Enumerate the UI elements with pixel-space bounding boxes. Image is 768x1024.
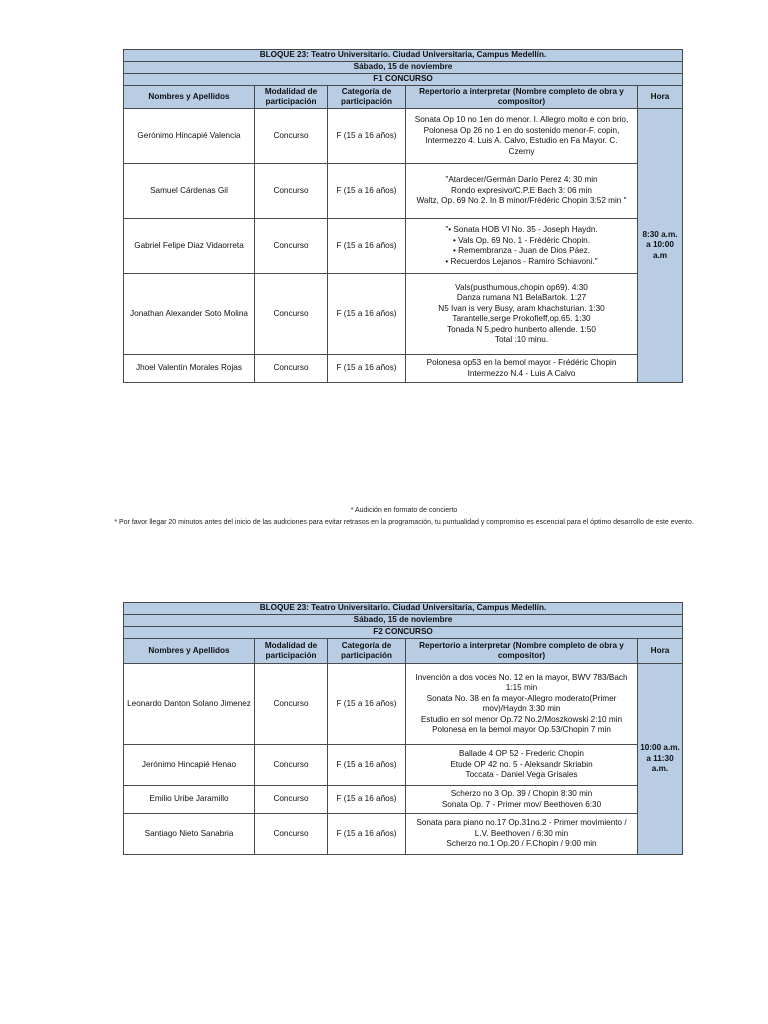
participant-category: F (15 a 16 años) (328, 109, 406, 164)
participant-modality: Concurso (255, 164, 328, 219)
repertoire-line: Sonata para piano no.17 Op.31no.2 - Primer movimiento / (416, 818, 627, 828)
repertoire-line: Ballade 4 OP 52 - Frederic Chopin (458, 749, 584, 759)
participant-modality: Concurso (255, 786, 328, 814)
footnote-concert: * Audición en formato de concierto (350, 507, 458, 514)
repertoire-line: Vals(pusthumous,chopin op69). 4:30 (455, 282, 588, 292)
block-title: BLOQUE 23: Teatro Universitario. Ciudad Universitaria, Campus Medellín. (124, 603, 683, 615)
participant-repertoire (406, 274, 638, 355)
repertoire-line: Rondo expresivo/C.P.E Bach 3: 06 min (451, 185, 592, 195)
header-repertoire: Repertorio a interpretar (Nombre completo de obra y compositor) (406, 639, 638, 664)
participant-category: F (15 a 16 años) (328, 745, 406, 786)
participant-modality: Concurso (255, 745, 328, 786)
hour-range: 8:30 a.m. a 10:00 a.m (638, 109, 683, 383)
repertoire-line: Sonata No. 38 en fa mayor-Allegro moderato(Primer (426, 693, 617, 703)
repertoire-line: Scherzo no.1 Op.20 / F.Chopin / 9:00 min (446, 839, 597, 849)
repertoire-line: • Remembranza - Juan de Dios Páez. (452, 246, 591, 255)
participant-name: Jhoel Valentín Morales Rojas (124, 355, 255, 383)
table-row (124, 109, 683, 164)
footnote-arrival: * Por favor llegar 20 minutos antes del inicio de las audiciones para evitar retrasos en la programación, tu puntualidad y compromiso es escencial para el óptimo desarrollo de este evento. (114, 519, 694, 526)
table-row (124, 786, 683, 814)
repertoire-line: Polonesa en la bemol mayor Op.53/Chopin 7 min (432, 725, 611, 734)
participant-name: Gabriel Felipe Diaz Vidaorreta (124, 219, 255, 274)
repertoire-line: Invención a dos voces No. 12 en la mayor, BWV 783/Bach (415, 672, 628, 682)
participant-modality: Concurso (255, 355, 328, 383)
header-name: Nombres y Apellidos (124, 86, 255, 109)
table-row (124, 814, 683, 855)
repertoire-line: Total :10 minu. (494, 335, 549, 344)
participant-category: F (15 a 16 años) (328, 355, 406, 383)
block-title: BLOQUE 23: Teatro Universitario. Ciudad Universitaria, Campus Medellín. (124, 50, 683, 62)
participant-name: Emilio Uribe Jaramillo (124, 786, 255, 814)
participant-repertoire (406, 814, 638, 855)
participant-repertoire (406, 786, 638, 814)
participant-category: F (15 a 16 años) (328, 786, 406, 814)
header-repertoire: Repertorio a interpretar (Nombre completo de obra y compositor) (406, 86, 638, 109)
participant-modality: Concurso (255, 814, 328, 855)
participant-repertoire (406, 745, 638, 786)
table-row (124, 355, 683, 383)
repertoire-line: Polonesa op53 en la bemol mayor - Frédéric Chopin (426, 358, 617, 367)
participant-category: F (15 a 16 años) (328, 274, 406, 355)
repertoire-line: "• Sonata HOB VI No. 35 - Joseph Haydn. (445, 225, 598, 234)
header-hour: Hora (638, 639, 683, 664)
repertoire-line: Intermezzo N.4 - Luis A Calvo (467, 368, 576, 378)
repertoire-line: Danza rumana N1 BelaBartok. 1:27 (456, 293, 587, 302)
header-name: Nombres y Apellidos (124, 639, 255, 664)
repertoire-line: Czerny (508, 146, 535, 156)
table-row (124, 164, 683, 219)
participant-name: Leonardo Danton Solano Jimenez (124, 664, 255, 745)
schedule-table-f1 (123, 49, 683, 383)
repertoire-line: Toccata - Daniel Vega Grisales (465, 770, 578, 780)
participant-modality: Concurso (255, 274, 328, 355)
repertoire-line: L.V. Beethoven / 6:30 min (474, 828, 569, 838)
participant-name: Gerónimo Hincapié Valencia (124, 109, 255, 164)
participant-modality: Concurso (255, 219, 328, 274)
repertoire-line: Sonata Op 10 no 1en do menor. I. Allegro molto e con brio, (414, 115, 629, 124)
header-modality: Modalidad de participación (255, 86, 328, 109)
block-group: F2 CONCURSO (124, 627, 683, 639)
repertoire-line: "Atardecer/Germán Darío Perez 4: 30 min (445, 175, 598, 185)
repertoire-line: Scherzo no 3 Op. 39 / Chopin 8:30 min (450, 789, 593, 798)
participant-category: F (15 a 16 años) (328, 664, 406, 745)
participant-repertoire (406, 219, 638, 274)
repertoire-line: Polonesa Op 26 no 1 en do sostenido menor-F. copin, (423, 125, 620, 135)
table-row (124, 274, 683, 355)
footnotes (80, 505, 728, 529)
participant-name: Jerónimo Hincapié Henao (124, 745, 255, 786)
participant-name: Samuel Cárdenas Gil (124, 164, 255, 219)
participant-repertoire (406, 109, 638, 164)
header-category: Categoría de participación (328, 86, 406, 109)
table-row (124, 745, 683, 786)
repertoire-line: • Recuerdos Lejanos - Ramiro Schiavoni." (445, 256, 598, 266)
repertoire-line: Tarantelle,serge Prokofieff,op.65. 1:30 (452, 314, 591, 323)
table-row (124, 219, 683, 274)
repertoire-line: mov)/Haydn 3:30 min (482, 704, 561, 713)
repertoire-line: Estudio en sol menor Op.72 No.2/Moszkowski 2:10 min (420, 714, 623, 724)
participant-category: F (15 a 16 años) (328, 814, 406, 855)
participant-category: F (15 a 16 años) (328, 164, 406, 219)
repertoire-line: Tonada N 5,pedro hunberto allende. 1:50 (447, 324, 596, 334)
repertoire-line: N5 Ivan is very Busy, aram khachsturian. 1:30 (438, 303, 605, 313)
repertoire-line: Etude OP 42 no. 5 - Aleksandr Skriabin (450, 759, 593, 769)
header-category: Categoría de participación (328, 639, 406, 664)
participant-repertoire (406, 164, 638, 219)
participant-name: Jonathan Alexander Soto Molina (124, 274, 255, 355)
repertoire-line: Waltz, Op. 69 No 2. In B minor/Frédéric Chopin 3:52 min " (416, 196, 627, 206)
block-group: F1 CONCURSO (124, 74, 683, 86)
block-date: Sábado, 15 de noviembre (124, 62, 683, 74)
table-row (124, 664, 683, 745)
header-modality: Modalidad de participación (255, 639, 328, 664)
block-date: Sábado, 15 de noviembre (124, 615, 683, 627)
hour-range: 10:00 a.m. a 11:30 a.m. (638, 664, 683, 855)
repertoire-line: Intermezzo 4. Luis A. Calvo, Estudio en Fa Mayor. C. (425, 136, 618, 145)
participant-modality: Concurso (255, 109, 328, 164)
repertoire-line: 1:15 min (505, 683, 538, 692)
participant-name: Santiago Nieto Sanabria (124, 814, 255, 855)
schedule-table-f2 (123, 602, 683, 855)
participant-repertoire (406, 664, 638, 745)
header-hour: Hora (638, 86, 683, 109)
repertoire-line: Sonata Op. 7 - Primer mov/ Beethoven 6:30 (441, 799, 602, 809)
participant-modality: Concurso (255, 664, 328, 745)
participant-category: F (15 a 16 años) (328, 219, 406, 274)
participant-repertoire (406, 355, 638, 383)
repertoire-line: • Vals Op. 69 No. 1 - Frédéric Chopin. (453, 235, 590, 245)
